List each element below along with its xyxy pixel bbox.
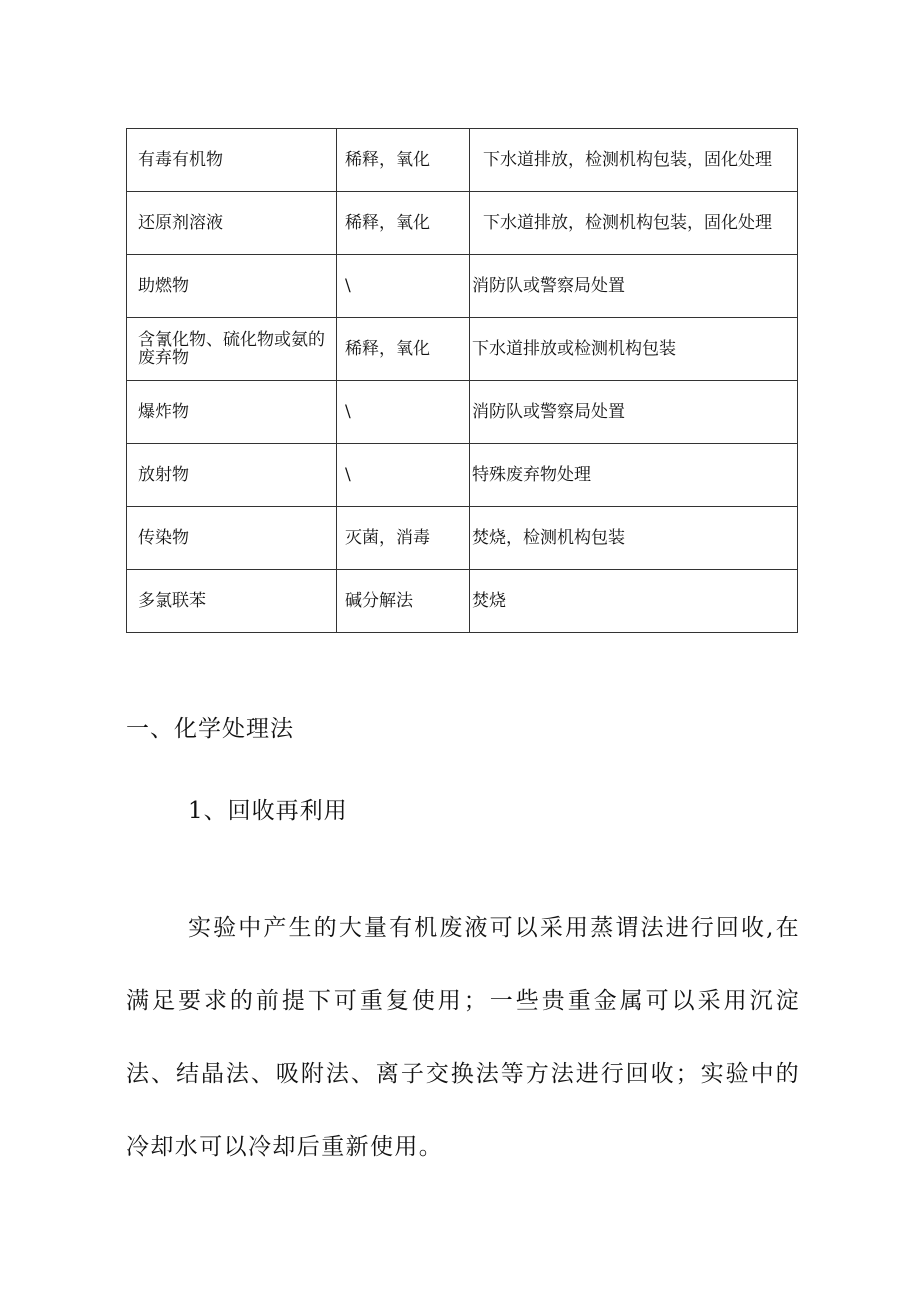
disposal-cell: 下水道排放或检测机构包装 xyxy=(470,318,798,381)
section-heading: 一、化学处理法 xyxy=(126,716,294,742)
treatment-method-cell: 稀释，氧化 xyxy=(337,192,470,255)
waste-type-cell: 爆炸物 xyxy=(127,381,337,444)
waste-type-cell: 助燃物 xyxy=(127,255,337,318)
waste-treatment-table xyxy=(126,128,798,633)
table-row xyxy=(127,129,798,192)
body-paragraph: 实验中产生的大量有机废液可以采用蒸谓法进行回收,在满足要求的前提下可重复使用；一些贵重金属可以采用沉淀法、结晶法、吸附法、离子交换法等方法进行回收；实验中的冷却水可以冷却后重新使用。 xyxy=(126,915,800,1160)
treatment-method-cell: 灭菌，消毒 xyxy=(337,507,470,570)
disposal-cell: 下水道排放，检测机构包装，固化处理 xyxy=(470,192,798,255)
table-row xyxy=(127,444,798,507)
waste-type-cell: 还原剂溶液 xyxy=(127,192,337,255)
treatment-method-cell: \ xyxy=(337,381,470,444)
subsection-heading: 1、回收再利用 xyxy=(188,798,348,824)
treatment-method-cell: 稀释，氧化 xyxy=(337,129,470,192)
disposal-cell: 消防队或警察局处置 xyxy=(470,381,798,444)
disposal-cell: 焚烧 xyxy=(470,570,798,633)
disposal-cell: 特殊废弃物处理 xyxy=(470,444,798,507)
disposal-cell: 消防队或警察局处置 xyxy=(470,255,798,318)
waste-type-cell: 传染物 xyxy=(127,507,337,570)
waste-type-cell: 含氰化物、硫化物或氨的废弃物 xyxy=(127,318,337,381)
treatment-method-cell: 碱分解法 xyxy=(337,570,470,633)
table-row xyxy=(127,507,798,570)
table-row xyxy=(127,192,798,255)
table-row xyxy=(127,381,798,444)
treatment-method-cell: 稀释，氧化 xyxy=(337,318,470,381)
table-row xyxy=(127,570,798,633)
waste-type-cell: 多氯联苯 xyxy=(127,570,337,633)
table-row xyxy=(127,255,798,318)
waste-type-cell: 有毒有机物 xyxy=(127,129,337,192)
disposal-cell: 下水道排放，检测机构包装，固化处理 xyxy=(470,129,798,192)
table-row xyxy=(127,318,798,381)
treatment-method-cell: \ xyxy=(337,255,470,318)
disposal-cell: 焚烧，检测机构包装 xyxy=(470,507,798,570)
treatment-method-cell: \ xyxy=(337,444,470,507)
waste-type-cell: 放射物 xyxy=(127,444,337,507)
